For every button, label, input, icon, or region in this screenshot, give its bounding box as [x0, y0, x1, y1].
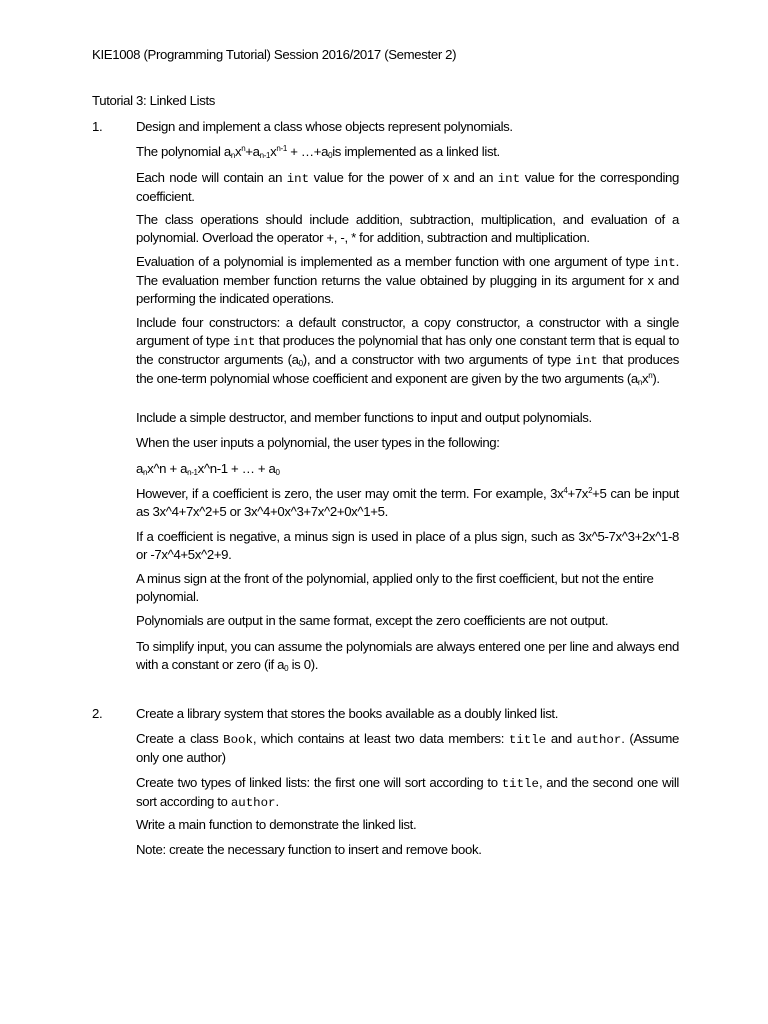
- q1-zero-coefficient: However, if a coefficient is zero, the user may omit the term. For example, $3x^4+7x^2+5$ can be input as 3x^4+7x^2+5 or 3x^4+0x^3+7x^2+0x^1+5.: [136, 486, 679, 519]
- q2-main-function: Write a main function to demonstrate the linked list.: [136, 817, 417, 832]
- q1-input-intro: When the user inputs a polynomial, the user types in the following:: [136, 435, 500, 450]
- q1-node-description: Each node will contain an int value for the power of x and an int value for the corresponding coefficient.: [136, 170, 680, 204]
- q1-minus-sign: A minus sign at the front of the polynomial, applied only to the first coefficient, but not the entire polynomial.: [136, 571, 654, 604]
- question-2-number: 2.: [92, 706, 103, 721]
- q1-negative-coefficient: If a coefficient is negative, a minus sign is used in place of a plus sign, such as 3x^5-7x^3+2x^1-8 or -7x^4+5x^2+9.: [136, 529, 679, 562]
- q1-evaluation: Evaluation of a polynomial is implemented as a member function with one argument of type int. The evaluation member function returns the value obtained by plugging in its argument for x and performing the indicated operations.: [136, 254, 679, 306]
- question-1-number: 1.: [92, 119, 103, 134]
- q1-destructor: Include a simple destructor, and member functions to input and output polynomials.: [136, 410, 592, 425]
- q1-output-format: Polynomials are output in the same format, except the zero coefficients are not output.: [136, 613, 609, 628]
- q2-intro: Create a library system that stores the books available as a doubly linked list.: [136, 706, 559, 721]
- q1-class-operations: The class operations should include addition, subtraction, multiplication, and evaluation of a polynomial. Overload the operator +, -, * for addition, subtraction and multiplication.: [136, 212, 679, 245]
- q1-simplify-input: To simplify input, you can assume the polynomials are always entered one per line and always end with a constant or zero (if $a_0$ is 0).: [136, 639, 679, 673]
- q2-note: Note: create the necessary function to insert and remove book.: [136, 842, 482, 857]
- q2-linked-list-types: Create two types of linked lists: the first one will sort according to title, and the second one will sort according to author.: [136, 775, 679, 810]
- q2-book-class: Create a class Book, which contains at least two data members: title and author. (Assume only one author): [136, 731, 679, 765]
- tutorial-title: Tutorial 3: Linked Lists: [92, 93, 216, 108]
- course-header: KIE1008 (Programming Tutorial) Session 2016/2017 (Semester 2): [92, 47, 457, 62]
- q1-input-format: $a_nx\^{}n$ + $a_{n-1}x\^{}n-1$ + … + $a_0$: [136, 461, 280, 477]
- q1-intro: Design and implement a class whose objects represent polynomials.: [136, 119, 513, 134]
- q1-constructors: Include four constructors: a default constructor, a copy constructor, a constructor with a single argument of type int that produces the polynomial that has only one constant term that is equal to the constructor arguments $(a_0)$, and a constructor with two arguments of type int that produces the one-term polynomial whose coefficient and exponent are given by the two arguments $(a_nx^n)$.: [136, 315, 679, 387]
- q1-polynomial-definition: The polynomial $a_nx^n+a_{n-1}x^{n-1}$ + $\dots+a_0is$ implemented as a linked list.: [136, 144, 500, 160]
